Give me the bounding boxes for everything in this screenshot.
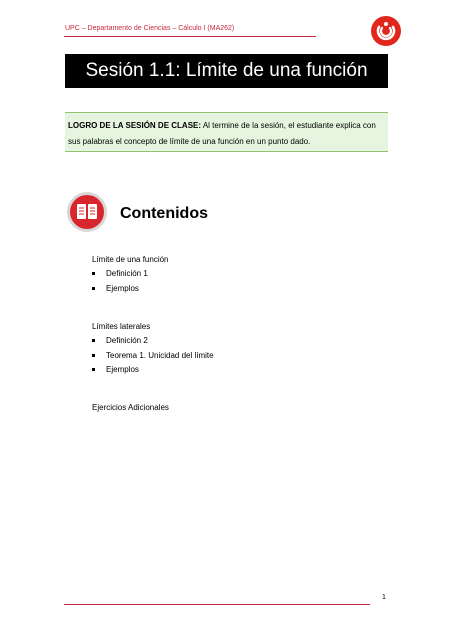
bullet-icon [92, 368, 95, 371]
page-number: 1 [382, 594, 386, 601]
list-item: Definición 2 [92, 334, 214, 349]
goal-text: Al termine de la sesión, el estudiante explica con sus palabras el concepto de límite de una función en un punto dado. [68, 121, 376, 146]
contents-section-lateral [92, 320, 214, 378]
contents-section-exercises [92, 401, 169, 415]
session-goal-box [65, 112, 388, 152]
list-item: Teorema 1. Unicidad del límite [92, 349, 214, 364]
list-item: Ejemplos [92, 282, 169, 297]
bullet-icon [92, 339, 95, 342]
contents-heading: Contenidos [120, 205, 208, 222]
bullet-icon [92, 354, 95, 357]
footer-rule [64, 604, 370, 605]
goal-label: LOGRO DE LA SESIÓN DE CLASE: [68, 121, 202, 130]
upc-logo-icon [370, 15, 402, 47]
list-item: Definición 1 [92, 267, 169, 282]
running-header: UPC – Departamento de Ciencias – Cálculo I (MA262) [65, 25, 235, 32]
list-item: Ejemplos [92, 363, 214, 378]
section-title: Límites laterales [92, 322, 151, 331]
book-icon [66, 191, 108, 233]
bullet-icon [92, 272, 95, 275]
bullet-icon [92, 287, 95, 290]
section-title: Límite de una función [92, 255, 169, 264]
section-title: Ejercicios Adicionales [92, 403, 169, 412]
contents-section-limit [92, 253, 169, 296]
session-title: Sesión 1.1: Límite de una función [85, 60, 368, 81]
header-rule [64, 36, 316, 37]
session-title-banner [65, 54, 388, 88]
